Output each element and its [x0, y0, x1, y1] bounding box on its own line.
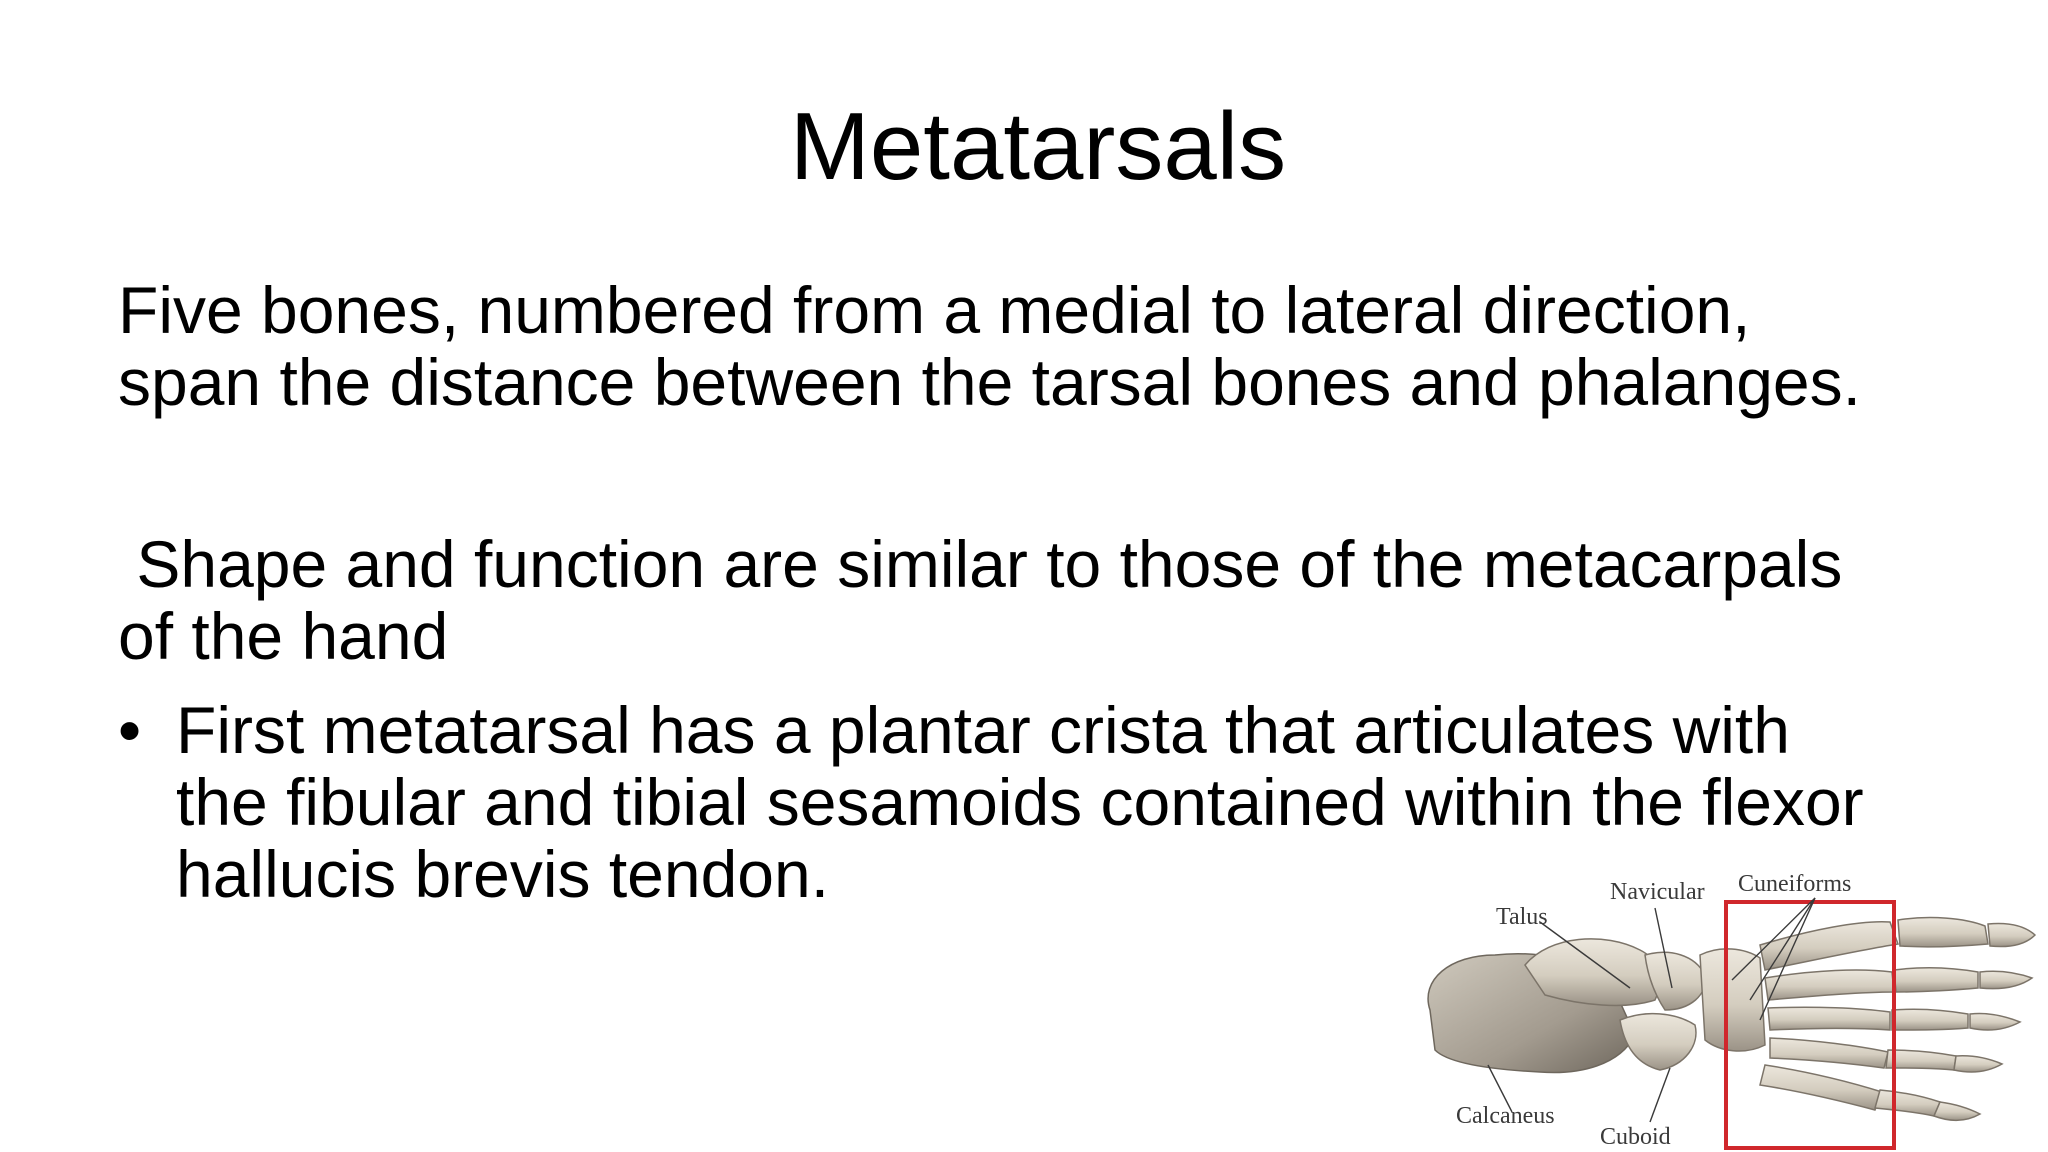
metatarsal-bones — [1760, 922, 1898, 1110]
navicular-bone — [1645, 952, 1705, 1010]
bullet-icon: • — [118, 693, 142, 767]
label-cuboid: Cuboid — [1600, 1124, 1671, 1150]
bullet-line: First metatarsal has a plantar crista that articulates with — [176, 693, 1790, 767]
foot-skeleton-illustration — [1420, 860, 2048, 1152]
paragraph-line: Shape and function are similar to those of the metacarpals — [118, 527, 1843, 601]
paragraph-line: Five bones, numbered from a medial to lateral direction, — [118, 273, 1751, 347]
bullet-line: hallucis brevis tendon. — [176, 837, 830, 911]
cuboid-bone — [1620, 1014, 1696, 1070]
phalanges-bones — [1875, 918, 2035, 1121]
talus-bone — [1525, 939, 1660, 1006]
paragraph-line: span the distance between the tarsal bones and phalanges. — [118, 345, 1861, 419]
paragraph-line: of the hand — [118, 599, 449, 673]
label-cuneiforms: Cuneiforms — [1738, 871, 1852, 897]
bullet-line: the fibular and tibial sesamoids contained within the flexor — [176, 765, 1864, 839]
slide-title: Metatarsals — [789, 93, 1287, 200]
paragraph-metatarsal-description — [118, 274, 1861, 418]
foot-skeleton-figure — [1420, 860, 2048, 1152]
paragraph-shape-function — [118, 528, 1842, 672]
label-navicular: Navicular — [1610, 879, 1705, 905]
label-calcaneus: Calcaneus — [1456, 1103, 1555, 1129]
label-talus: Talus — [1496, 904, 1548, 930]
cuneiform-bones — [1700, 949, 1765, 1051]
